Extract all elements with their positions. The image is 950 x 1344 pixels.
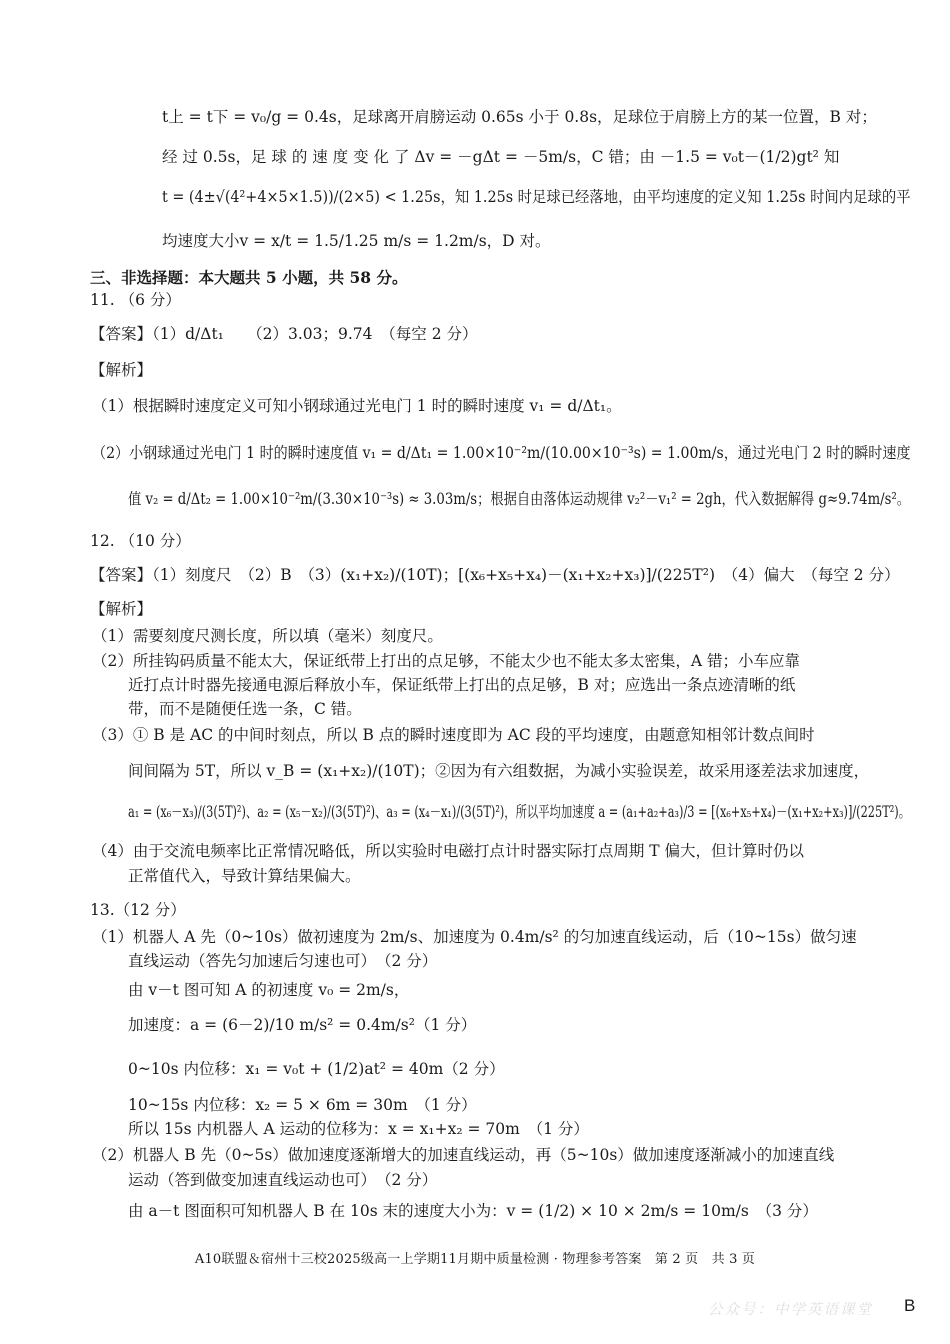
text-line: 0~10s 内位移：x₁ = v₀t + (1/2)at² = 40m（2 分） — [128, 1060, 505, 1078]
text-line: 值 v₂ = d/Δt₂ = 1.00×10⁻²m/(3.30×10⁻³s) ≈ 3.03m/s；根据自由落体运动规律 v₂²－v₁² = 2gh，代入数据解得 g≈9.74m/s²。 — [128, 490, 911, 508]
text-line: 【解析】 — [90, 600, 153, 618]
text-line: 经 过 0.5s，足 球 的 速 度 变 化 了 Δv = －gΔt = －5m/s，C 错；由 －1.5 = v₀t－(1/2)gt² 知 — [162, 148, 840, 166]
text-line: 带，而不是随便任选一条，C 错。 — [128, 700, 362, 718]
text-line: 13.（12 分） — [90, 901, 186, 919]
text-line: 由 v－t 图可知 A 的初速度 v₀ = 2m/s， — [128, 981, 410, 999]
text-line: （1）根据瞬时速度定义可知小钢球通过光电门 1 时的瞬时速度 v₁ = d/Δt₁。 — [92, 397, 622, 415]
text-line: （3）① B 是 AC 的中间时刻点，所以 B 点的瞬时速度即为 AC 段的平均速度，由题意知相邻计数点间时 — [92, 726, 815, 744]
text-line: 11. （6 分） — [90, 291, 181, 309]
text-line: 【解析】 — [90, 361, 153, 379]
text-line: 三、非选择题：本大题共 5 小题，共 58 分。 — [90, 268, 408, 287]
text-line: （1）机器人 A 先（0~10s）做初速度为 2m/s、加速度为 0.4m/s² 的匀加速直线运动，后（10~15s）做匀速 — [92, 928, 857, 946]
text-line: 正常值代入，导致计算结果偏大。 — [128, 867, 361, 885]
text-line: 加速度：a = (6－2)/10 m/s² = 0.4m/s²（1 分） — [128, 1016, 477, 1034]
text-line: 近打点计时器先接通电源后释放小车，保证纸带上打出的点足够，B 对；应选出一条点迹清晰的纸 — [128, 676, 796, 694]
text-line: 【答案】（1）d/Δt₁ （2）3.03；9.74 （每空 2 分） — [90, 325, 478, 343]
text-line: 12. （10 分） — [90, 532, 191, 550]
text-line: （2）所挂钩码质量不能太大，保证纸带上打出的点足够，不能太少也不能太多太密集，A 错；小车应靠 — [92, 652, 800, 670]
watermark: 公众号：中学英语课堂 — [708, 1302, 873, 1318]
text-line: t上 = t下 = v₀/g = 0.4s，足球离开肩膀运动 0.65s 小于 0.8s，足球位于肩膀上方的某一位置，B 对； — [162, 108, 877, 126]
text-line: 均速度大小v = x/t = 1.5/1.25 m/s = 1.2m/s，D 对。 — [162, 232, 551, 250]
page-footer: A10联盟＆宿州十三校2025级高一上学期11月期中质量检测 · 物理参考答案 第 2 页 共 3 页 — [194, 1252, 756, 1267]
text-line: （4）由于交流电频率比正常情况略低，所以实验时电磁打点计时器实际打点周期 T 偏大，但计算时仍以 — [92, 842, 805, 860]
text-line: （2）小钢球通过光电门 1 时的瞬时速度值 v₁ = d/Δt₁ = 1.00×10⁻²m/(10.00×10⁻³s) = 1.00m/s，通过光电门 2 时的瞬时速度 — [92, 444, 911, 462]
text-line: 由 a－t 图面积可知机器人 B 在 10s 末的速度大小为：v = (1/2) × 10 × 2m/s = 10m/s （3 分） — [128, 1202, 818, 1220]
text-line: 间间隔为 5T，所以 v_B = (x₁+x₂)/(10T)；②因为有六组数据，为减小实验误差，故采用逐差法求加速度， — [128, 762, 870, 780]
text-line: t = (4±√(4²+4×5×1.5))/(2×5) < 1.25s，知 1.25s 时足球已经落地，由平均速度的定义知 1.25s 时间内足球的平 — [162, 188, 911, 206]
text-line: a₁ = (x₆－x₃)/(3(5T)²)、a₂ = (x₅－x₂)/(3(5T)²)、a₃ = (x₄－x₁)/(3(5T)²)，所以平均加速度 a = (a₁+a₂+a₃)/3 = [(x₆+x₅+x₄)－(x₁+x₂+x₃)]/(225T²)。 — [128, 803, 911, 821]
text-line: 【答案】（1）刻度尺 （2）B （3）(x₁+x₂)/(10T)；[(x₆+x₅+x₄)－(x₁+x₂+x₃)]/(225T²) （4）偏大 （每空 2 分） — [90, 566, 900, 584]
page-letter: B — [904, 1296, 916, 1315]
text-line: （1）需要刻度尺测长度，所以填（毫米）刻度尺。 — [92, 627, 443, 645]
text-line: 10~15s 内位移：x₂ = 5 × 6m = 30m （1 分） — [128, 1096, 477, 1114]
text-line: 运动（答到做变加速直线运动也可） （2 分） — [128, 1171, 438, 1189]
text-line: （2）机器人 B 先（0~5s）做加速度逐渐增大的加速直线运动，再（5~10s）做加速度逐渐减小的加速直线 — [92, 1146, 835, 1164]
text-line: 所以 15s 内机器人 A 运动的位移为：x = x₁+x₂ = 70m （1 分） — [128, 1120, 589, 1138]
text-line: 直线运动（答先匀加速后匀速也可） （2 分） — [128, 952, 438, 970]
